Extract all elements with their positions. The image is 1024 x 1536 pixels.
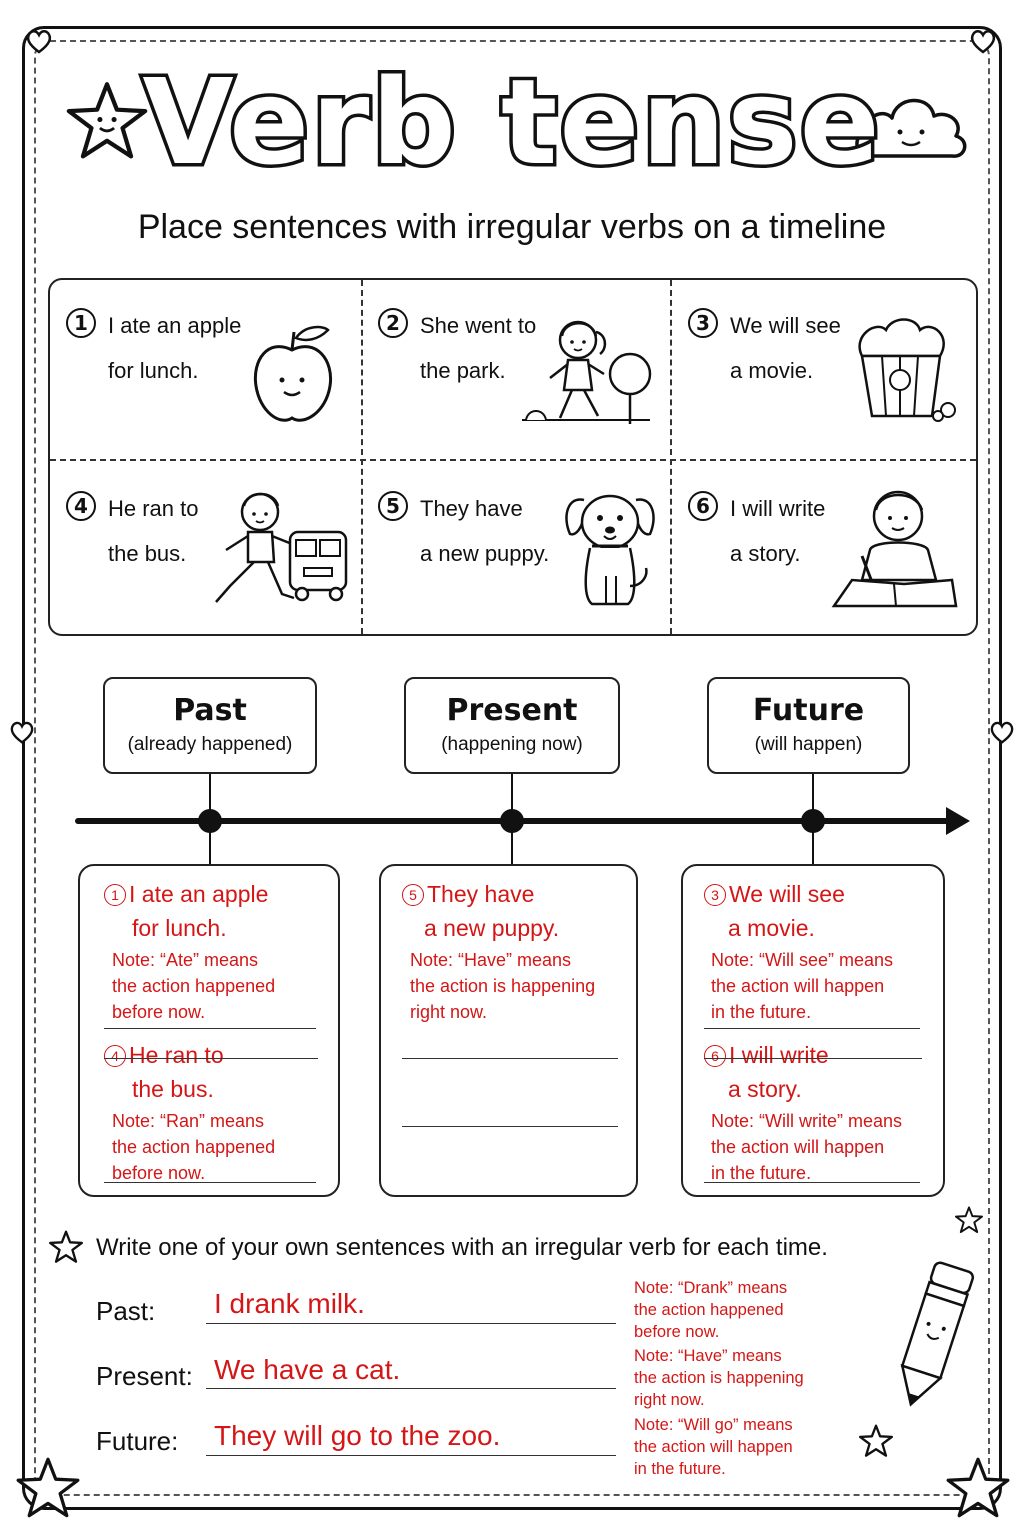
present-heading: Present <box>446 693 578 728</box>
answer-line-rule <box>104 1028 316 1029</box>
future-heading: Future <box>752 693 865 728</box>
present-answer-text[interactable]: We have a cat. <box>214 1354 401 1385</box>
small-star-icon <box>954 1206 984 1234</box>
grid-divider <box>50 459 976 461</box>
past-label: Past: <box>96 1296 156 1326</box>
answer-note: Note: “Have” means <box>410 950 572 970</box>
sentence-line: He ran to <box>108 496 199 521</box>
future-answer-line[interactable] <box>206 1455 616 1456</box>
pencil-icon <box>892 1250 976 1416</box>
boy-running-icon <box>208 486 354 610</box>
page-title: Verb tense <box>142 53 882 191</box>
answer-note: Note: “Ate” means <box>112 950 259 970</box>
answer-note: the action happened <box>112 1137 276 1157</box>
sentence-number: 5 <box>378 491 408 521</box>
grid-divider <box>670 280 672 634</box>
future-answer-text[interactable]: They will go to the zoo. <box>214 1420 501 1451</box>
answer-line-rule <box>704 1028 920 1029</box>
sentence-line: for lunch. <box>108 358 199 383</box>
sentence-line: I will write <box>730 496 826 521</box>
side-note-future: Note: “Will go” means the action will happen in the future. <box>634 1416 793 1478</box>
answer-note: Note: “Will see” means <box>711 950 894 970</box>
answer-line: a new puppy. <box>424 915 560 941</box>
side-heart-icon <box>988 718 1016 746</box>
sentence-line: I ate an apple <box>108 313 242 338</box>
present-answer-line[interactable] <box>206 1388 616 1389</box>
answer-note: Note: “Will write” means <box>711 1111 903 1131</box>
present-subheading: (happening now) <box>441 734 583 755</box>
future-answer-2[interactable]: 6 I will write <box>704 1038 829 1072</box>
answer-number: 1 <box>104 884 126 906</box>
small-star-icon <box>858 1424 894 1458</box>
sentence-number: 1 <box>66 308 96 338</box>
future-answer-1[interactable]: 3 We will see <box>704 877 845 911</box>
side-note-present: Note: “Have” means the action is happening right now. <box>634 1347 804 1409</box>
past-subheading: (already happened) <box>127 734 293 755</box>
side-heart-icon <box>8 718 36 746</box>
past-answer-1[interactable]: 1 I ate an apple <box>104 877 268 911</box>
answer-line-rule <box>704 1058 922 1059</box>
present-label: Present: <box>96 1361 193 1391</box>
corner-star-icon <box>944 1456 1012 1520</box>
answer-number: 4 <box>104 1045 126 1067</box>
sentence-line: a story. <box>730 541 801 566</box>
future-heading-box <box>707 677 910 774</box>
sentence-line: They have <box>420 496 523 521</box>
answer-note: the action will happen <box>711 976 885 996</box>
sentence-line: a movie. <box>730 358 814 383</box>
sentence-line: She went to <box>420 313 537 338</box>
sentence-number: 6 <box>688 491 718 521</box>
apple-icon <box>248 320 338 430</box>
answer-line: for lunch. <box>132 915 227 941</box>
answer-number: 3 <box>704 884 726 906</box>
answer-line: the bus. <box>132 1076 214 1102</box>
sentence-line: the park. <box>420 358 506 383</box>
grid-divider <box>361 280 363 634</box>
past-heading-box <box>103 677 317 774</box>
answer-note: before now. <box>112 1002 206 1022</box>
girl-walking-icon <box>520 312 660 432</box>
sentence-number: 3 <box>688 308 718 338</box>
present-heading-box <box>404 677 620 774</box>
future-subheading: (will happen) <box>754 734 863 755</box>
blank-answer-line[interactable] <box>402 1058 618 1059</box>
popcorn-icon <box>852 316 962 426</box>
answer-note: the action happened <box>112 976 276 996</box>
answer-line-rule <box>704 1182 920 1183</box>
sentence-number: 4 <box>66 491 96 521</box>
sentence-number: 2 <box>378 308 408 338</box>
answer-note: Note: “Ran” means <box>112 1111 265 1131</box>
side-note-past: Note: “Drank” means the action happened before now. <box>634 1279 788 1341</box>
answer-note: the action is happening <box>410 976 596 996</box>
answer-note: before now. <box>112 1163 206 1183</box>
answer-line-rule <box>104 1058 318 1059</box>
timeline-arrow <box>0 770 1024 870</box>
past-answer-2[interactable]: 4 He ran to <box>104 1038 224 1072</box>
child-writing-icon <box>832 484 960 612</box>
sentence-line: a new puppy. <box>420 541 550 566</box>
sentence-line: We will see <box>730 313 841 338</box>
answer-note: in the future. <box>711 1163 812 1183</box>
blank-answer-line[interactable] <box>402 1126 618 1127</box>
answer-number: 5 <box>402 884 424 906</box>
answer-number: 6 <box>704 1045 726 1067</box>
answer-note: the action will happen <box>711 1137 885 1157</box>
past-heading: Past <box>173 693 247 728</box>
page-subtitle: Place sentences with irregular verbs on a timeline <box>137 208 887 246</box>
star-bullet-icon <box>48 1230 84 1264</box>
answer-line: a story. <box>728 1076 802 1102</box>
corner-star-icon <box>14 1456 82 1520</box>
answer-line: a movie. <box>728 915 815 941</box>
sentence-line: the bus. <box>108 541 187 566</box>
answer-note: right now. <box>410 1002 488 1022</box>
puppy-icon <box>562 486 658 610</box>
future-label: Future: <box>96 1426 179 1456</box>
past-answer-text[interactable]: I drank milk. <box>214 1288 365 1319</box>
answer-note: in the future. <box>711 1002 812 1022</box>
past-answer-line[interactable] <box>206 1323 616 1324</box>
present-answer-1[interactable]: 5 They have <box>402 877 534 911</box>
answer-line-rule <box>104 1182 316 1183</box>
own-sentence-prompt: Write one of your own sentences with an irregular verb for each time. <box>96 1234 828 1261</box>
